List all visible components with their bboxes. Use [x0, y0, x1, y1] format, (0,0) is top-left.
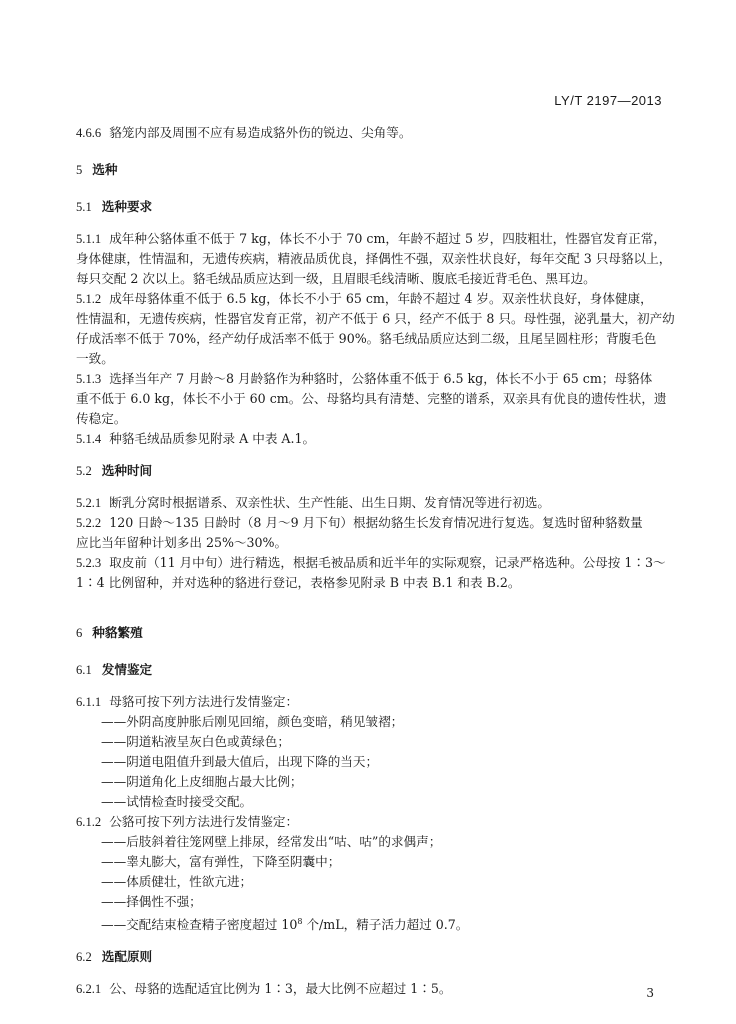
clause-text: 公、母貉的选配适宜比例为 1∶3，最大比例不应超过 1∶5。	[109, 981, 452, 996]
clause-number: 5.2.2	[76, 516, 102, 530]
section-title: 种貉繁殖	[92, 625, 143, 640]
clause-line	[76, 389, 666, 409]
spacer	[76, 143, 666, 160]
clause-text: 1∶4 比例留种，并对选种的貉进行登记，表格参见附录 B 中表 B.1 和表 B.2。	[76, 575, 521, 590]
page-number: 3	[646, 986, 654, 1000]
clause-line	[76, 229, 666, 249]
spacer	[76, 217, 666, 229]
section-heading	[76, 461, 666, 481]
clause-number: 5.1.2	[76, 292, 102, 306]
section-title: 选种时间	[101, 463, 153, 478]
clause-line	[76, 812, 666, 832]
list-item: ——阴道电阻值升到最大值后，出现下降的当天；	[101, 754, 379, 769]
clause-line	[76, 329, 666, 349]
clause-text: 传稳定。	[76, 411, 127, 426]
superscript: 8	[297, 917, 303, 926]
clause-number: 4.6.6	[76, 126, 102, 140]
spacer	[76, 643, 666, 660]
spacer	[76, 593, 666, 623]
section-number: 5.1	[76, 200, 92, 214]
section-heading	[76, 947, 666, 967]
section-heading	[76, 623, 666, 643]
list-item: ——后肢斜着往笼网壁上排尿，经常发出“咕、咕”的求偶声；	[101, 834, 442, 849]
list-item: ——体质健壮，性欲亢进；	[101, 874, 253, 889]
section-number: 6	[76, 626, 83, 640]
clause-number: 6.1.1	[76, 695, 102, 709]
clause-line	[76, 533, 666, 553]
clause-text: 成年种公貉体重不低于 7 kg，体长不小于 70 cm，年龄不超过 5 岁，四肢粗壮，性器官发育正常，	[109, 231, 666, 246]
list-item: ——试情检查时接受交配。	[101, 794, 253, 809]
section-title: 发情鉴定	[101, 662, 153, 677]
clause-line	[76, 289, 666, 309]
list-item: ——择偶性不强；	[101, 894, 202, 909]
clause-number: 5.2.1	[76, 496, 102, 510]
list-item-text: 个/mL，精子活力超过 0.7。	[302, 917, 469, 932]
clause-line	[76, 409, 666, 429]
clause-line	[76, 573, 666, 593]
clause-text: 身体健康，性情温和，无遗传疾病，精液品质优良，择偶性不强，双亲性状良好，每年交配 3 只母貉以上，	[76, 251, 672, 266]
clause-text: 一致。	[76, 351, 114, 366]
spacer	[76, 180, 666, 197]
clause-text: 每只交配 2 次以上。貉毛绒品质应达到一级，且眉眼毛线清晰、腹底毛接近背毛色、黑耳边。	[76, 271, 596, 286]
section-number: 5	[76, 163, 83, 177]
list-item-text: ——交配结束检查精子密度超过 10	[101, 917, 298, 932]
clause-line	[76, 513, 666, 533]
clause-text: 仔成活率不低于 70%，经产幼仔成活率不低于 90%。貉毛绒品质应达到二级，且尾呈圆柱形；背腹毛色	[76, 331, 657, 346]
list-item	[76, 912, 666, 935]
section-title: 选种要求	[101, 199, 153, 214]
section-number: 5.2	[76, 464, 92, 478]
clause-line	[76, 429, 666, 449]
clause-line	[76, 123, 666, 143]
clause-line	[76, 249, 672, 269]
clause-line	[76, 269, 666, 289]
clause-line	[76, 692, 666, 712]
clause-text: 取皮前（11 月中旬）进行精选，根据毛被品质和近半年的实际观察，记录严格选种。公母按 1∶3～	[109, 555, 666, 570]
section-heading	[76, 660, 666, 680]
clause-text: 种貉毛绒品质参见附录 A 中表 A.1。	[109, 431, 316, 446]
section-title: 选配原则	[101, 949, 153, 964]
spacer	[76, 935, 666, 947]
clause-text: 母貉可按下列方法进行发情鉴定：	[109, 694, 299, 709]
section-number: 6.2	[76, 950, 92, 964]
clause-line	[76, 349, 666, 369]
clause-text: 性情温和，无遗传疾病，性器官发育正常，初产不低于 6 只，经产不低于 8 只。母性强，泌乳量大，初产幼	[76, 311, 675, 326]
clause-number: 6.2.1	[76, 982, 102, 996]
clause-number: 5.2.3	[76, 556, 102, 570]
spacer	[76, 967, 666, 979]
section-heading	[76, 160, 666, 180]
clause-text: 应比当年留种计划多出 25%～30%。	[76, 535, 288, 550]
clause-line	[76, 493, 666, 513]
list-item: ——外阴高度肿胀后刚见回缩，颜色变暗，稍见皱褶；	[101, 714, 404, 729]
clause-text: 公貉可按下列方法进行发情鉴定：	[109, 814, 299, 829]
list-item: ——睾丸膨大，富有弹性，下降至阴囊中；	[101, 854, 341, 869]
clause-number: 5.1.1	[76, 232, 102, 246]
clause-line	[76, 979, 666, 999]
list-item: ——阴道角化上皮细胞占最大比例；	[101, 774, 303, 789]
clause-text: 貉笼内部及周围不应有易造成貉外伤的锐边、尖角等。	[109, 125, 412, 140]
list-item: ——阴道粘液呈灰白色或黄绿色；	[101, 734, 290, 749]
standard-number: LY/T 2197—2013	[554, 93, 662, 108]
clause-line	[76, 369, 666, 389]
document-body	[76, 123, 675, 999]
section-heading	[76, 197, 666, 217]
spacer	[76, 481, 666, 493]
clause-text: 成年母貉体重不低于 6.5 kg，体长不小于 65 cm，年龄不超过 4 岁。双亲性状良好，身体健康，	[109, 291, 653, 306]
spacer	[76, 680, 666, 692]
clause-number: 5.1.3	[76, 372, 102, 386]
clause-text: 120 日龄～135 日龄时（8 月～9 月下旬）根据幼貉生长发育情况进行复选。复选时留种貉数量	[109, 515, 643, 530]
clause-text: 断乳分窝时根据谱系、双亲性状、生产性能、出生日期、发育情况等进行初选。	[109, 495, 550, 510]
section-number: 6.1	[76, 663, 92, 677]
section-title: 选种	[92, 162, 118, 177]
clause-line	[76, 553, 666, 573]
clause-line	[76, 309, 675, 329]
spacer	[76, 449, 666, 461]
clause-number: 5.1.4	[76, 432, 102, 446]
clause-text: 选择当年产 7 月龄～8 月龄貉作为种貉时，公貉体重不低于 6.5 kg，体长不小于 65 cm；母貉体	[109, 371, 653, 386]
clause-number: 6.1.2	[76, 815, 102, 829]
clause-text: 重不低于 6.0 kg，体长不小于 60 cm。公、母貉均具有清楚、完整的谱系，双亲具有优良的遗传性状，遗	[76, 391, 667, 406]
